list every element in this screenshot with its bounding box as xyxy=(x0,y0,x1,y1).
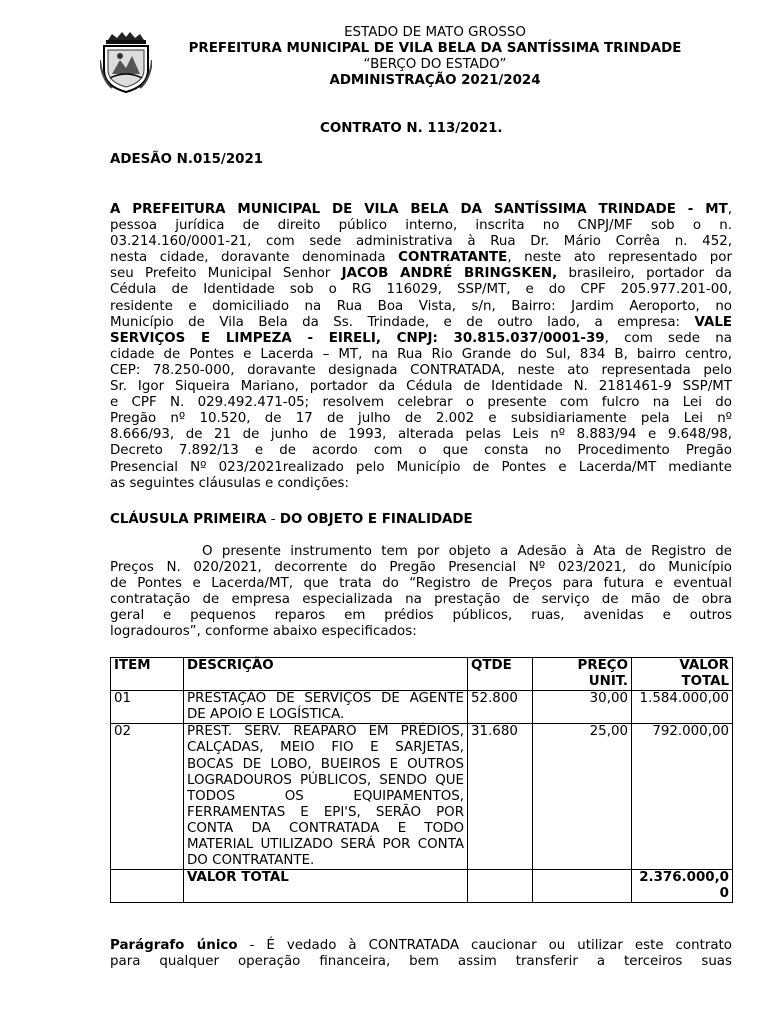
item-total: 792.000,00 xyxy=(632,724,733,870)
total-label: VALOR TOTAL xyxy=(184,870,468,903)
item-unit-price: 25,00 xyxy=(533,724,632,870)
municipal-crest-image xyxy=(100,30,152,94)
municipality-motto: “BERÇO DO ESTADO” xyxy=(363,57,507,72)
sole-paragraph: Parágrafo único - É vedado à CONTRATADA caucionar ou utilizar este contrato para qualquer operação financeira, bem assim transferir a terceiros suas xyxy=(110,938,733,970)
item-qty: 31.680 xyxy=(468,724,533,870)
header-unit-price: PREÇO UNIT. xyxy=(533,658,632,691)
clause-1-heading: CLÁUSULA PRIMEIRA - DO OBJETO E FINALIDADE xyxy=(110,512,473,527)
header-description: DESCRIÇÃO xyxy=(184,658,468,691)
state-name: ESTADO DE MATO GROSSO xyxy=(344,25,526,40)
item-qty: 52.800 xyxy=(468,691,533,724)
table-total-row xyxy=(111,870,733,903)
table-row xyxy=(111,691,733,724)
grand-total: 2.376.000,00 xyxy=(632,870,733,903)
item-number: 01 xyxy=(111,691,184,724)
item-unit-price: 30,00 xyxy=(533,691,632,724)
preamble-paragraph: A PREFEITURA MUNICIPAL DE VILA BELA DA SANTÍSSIMA TRINDADE - MT, pessoa jurídica de direito público interno, inscrita no CNPJ/MF sob o n. 03.214.160/0001-21, com sede administrativa à Rua Dr. Mário Corrêa n. 452, nesta cidade, doravante denominada CONTRATANTE, neste ato representado por seu Prefeito Municipal Senhor JACOB ANDRÉ BRINGSKEN, brasileiro, portador da Cédula de Identidade sob o RG 116029, SSP/MT, e do CPF 205.977.201-00, residente e domiciliado na Rua Boa Vista, s/n, Bairro: Jardim Aeroporto, no Município de Vila Bela da Ss. Trindade, e de outro lado, a empresa: VALE SERVIÇOS E LIMPEZA - EIRELI, CNPJ: 30.815.037/0001-39, com sede na cidade de Pontes e Lacerda – MT, na Rua Rio Grande do Sul, 834 B, bairro centro, CEP: 78.250-000, doravante designada CONTRATADA, neste ato representada pelo Sr. Igor Siqueira Mariano, portador da Cédula de Identidade N. 2181461-9 SSP/MT e CPF N. 029.492.471-05; resolvem celebrar o presente com fulcro na Lei do Pregão nº 10.520, de 17 de julho de 2.002 e subsidiariamente pela Lei nº 8.666/93, de 21 de junho de 1993, alterada pelas Leis nº 8.883/94 e 9.648/98, Decreto 7.892/13 e de acordo com o que consta no Procedimento Pregão Presencial Nº 023/2021realizado pelo Município de Pontes e Lacerda/MT mediante as seguintes cláusulas e condições: xyxy=(110,202,733,491)
item-description: PRESTAÇÃO DE SERVIÇOS DE AGENTE DE APOIO E LOGÍSTICA. xyxy=(184,691,468,724)
header-item: ITEM xyxy=(111,658,184,691)
clause-1-body: O presente instrumento tem por objeto a Adesão à Ata de Registro de Preços N. 020/2021, decorrente do Pregão Presencial Nº 023/2021, do Município de Pontes e Lacerda/MT, que trata do “Registro de Preços para futura e eventual contratação de empresa especializada na prestação de serviço de mão de obra geral e pequenos reparos em prédios públicos, ruas, avenidas e outros logradouros”, conforme abaixo especificados: xyxy=(110,544,732,640)
administration-period: ADMINISTRAÇÃO 2021/2024 xyxy=(329,73,541,88)
contract-title: CONTRATO N. 113/2021. xyxy=(320,121,503,136)
header-qty: QTDE xyxy=(468,658,533,691)
letterhead xyxy=(150,25,720,89)
item-description: PREST. SERV. REAPARO EM PRÉDIOS, CALÇADAS, MEIO FIO E SARJETAS, BOCAS DE LOBO, BUEIROS E OUTROS LOGRADOUROS PÚBLICOS, SENDO QUE TODOS OS EQUIPAMENTOS, FERRAMENTAS E EPI'S, SERÃO POR CONTA DA CONTRATADA E TODO MATERIAL UTILIZADO SERÁ POR CONTA DO CONTRATANTE. xyxy=(184,724,468,870)
table-row xyxy=(111,724,733,870)
municipality-name: PREFEITURA MUNICIPAL DE VILA BELA DA SANTÍSSIMA TRINDADE xyxy=(188,41,682,56)
header-total: VALOR TOTAL xyxy=(632,658,733,691)
table-header-row xyxy=(111,658,733,691)
adhesion-number: ADESÃO N.015/2021 xyxy=(110,152,264,167)
item-number: 02 xyxy=(111,724,184,870)
item-total: 1.584.000,00 xyxy=(632,691,733,724)
items-table xyxy=(110,657,733,903)
